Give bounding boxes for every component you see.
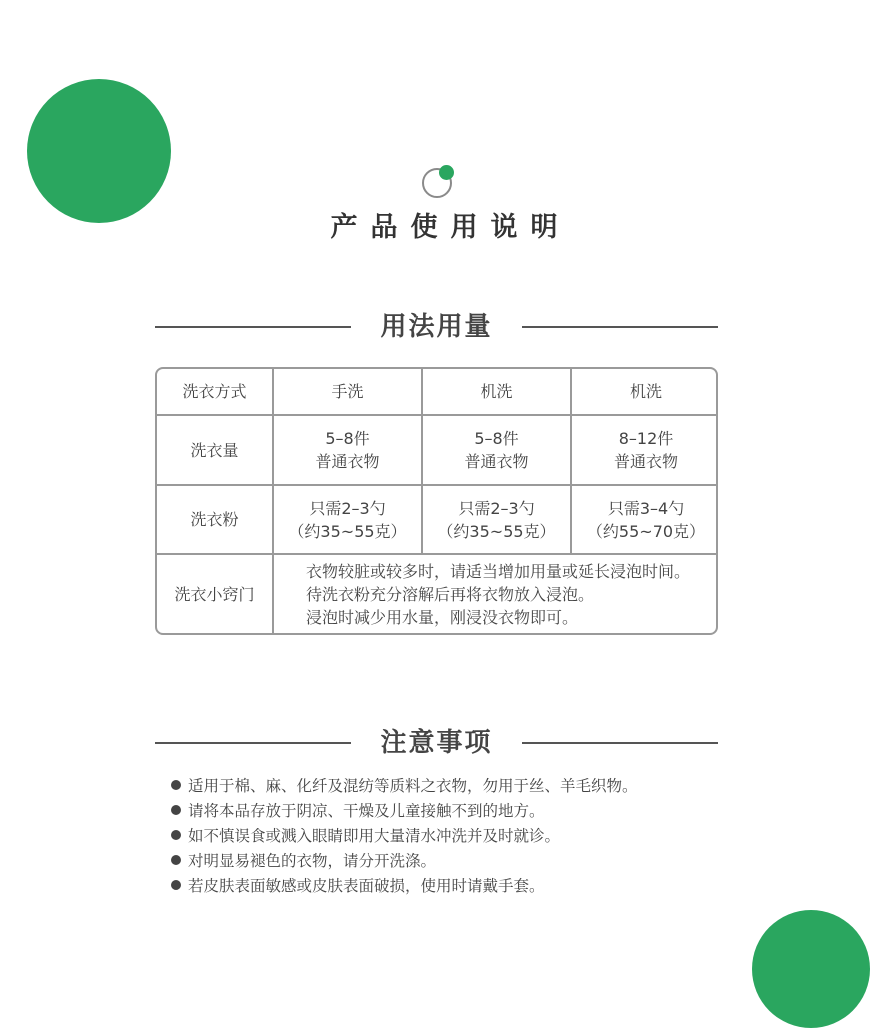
heading-rule-right — [522, 742, 718, 744]
tip-line: 浸泡时减少用水量，刚浸没衣物即可。 — [306, 607, 579, 627]
row-label: 洗衣粉 — [157, 485, 273, 554]
table-row-powder — [157, 485, 718, 554]
list-item — [171, 849, 638, 874]
row-label: 洗衣量 — [157, 415, 273, 485]
page-title: 产品使用说明 — [330, 212, 571, 243]
usage-section-heading — [155, 307, 718, 347]
table-header-cell: 机洗 — [571, 369, 718, 415]
list-item — [171, 874, 638, 899]
cell-line: 普通衣物 — [315, 452, 380, 471]
row-label: 洗衣小窍门 — [157, 554, 273, 633]
list-item — [171, 824, 638, 849]
tips-cell — [273, 554, 718, 633]
cell-line: 普通衣物 — [613, 452, 678, 471]
tip-line: 衣物较脏或较多时，请适当增加用量或延长浸泡时间。 — [306, 561, 691, 581]
decorative-green-circle — [27, 79, 171, 223]
usage-heading-label: 用法用量 — [380, 312, 493, 342]
caution-text: 若皮肤表面敏感或皮肤表面破损，使用时请戴手套。 — [188, 877, 545, 895]
table-row-tips — [157, 554, 718, 633]
table-header-cell: 机洗 — [422, 369, 571, 415]
bullet-dot-icon — [171, 855, 181, 865]
table-cell — [273, 485, 422, 554]
bullet-dot-icon — [171, 880, 181, 890]
bullet-dot-icon — [171, 830, 181, 840]
caution-text: 如不慎误食或溅入眼睛即用大量清水冲洗并及时就诊。 — [188, 827, 561, 845]
cell-line: 5–8件 — [325, 429, 370, 448]
cell-line: （约55~70克） — [586, 521, 706, 541]
cell-line: 普通衣物 — [464, 452, 529, 471]
cell-line: 只需3–4勺 — [607, 498, 685, 518]
heading-rule-right — [522, 326, 718, 328]
table-row-load — [157, 415, 718, 485]
cell-line: 只需2–3勺 — [309, 498, 386, 518]
table-header-cell: 手洗 — [273, 369, 422, 415]
tip-line: 待洗衣粉充分溶解后再将衣物放入浸泡。 — [306, 584, 595, 604]
list-item — [171, 799, 638, 824]
table-cell — [273, 415, 422, 485]
table-cell — [422, 485, 571, 554]
list-item — [171, 774, 638, 799]
cautions-list — [171, 774, 638, 899]
cautions-section-heading — [155, 723, 718, 763]
cell-line: 只需2–3勺 — [458, 498, 535, 518]
usage-table — [155, 367, 718, 635]
table-cell — [571, 415, 718, 485]
cell-line: （约35~55克） — [288, 521, 407, 541]
table-header-cell: 洗衣方式 — [157, 369, 273, 415]
cell-line: 8–12件 — [618, 429, 674, 448]
caution-text: 对明显易褪色的衣物，请分开洗涤。 — [188, 852, 437, 870]
bullet-dot-icon — [171, 805, 181, 815]
cell-line: （约35~55克） — [437, 521, 556, 541]
ring-with-dot-icon — [421, 164, 455, 198]
cell-line: 5–8件 — [474, 429, 519, 448]
table-cell — [571, 485, 718, 554]
caution-text: 请将本品存放于阴凉、干燥及儿童接触不到的地方。 — [188, 802, 545, 820]
caution-text: 适用于棉、麻、化纤及混纺等质料之衣物，勿用于丝、羊毛织物。 — [188, 777, 638, 795]
cautions-heading-label: 注意事项 — [380, 728, 493, 758]
table-header-row — [157, 369, 718, 415]
table-cell — [422, 415, 571, 485]
bullet-dot-icon — [171, 780, 181, 790]
